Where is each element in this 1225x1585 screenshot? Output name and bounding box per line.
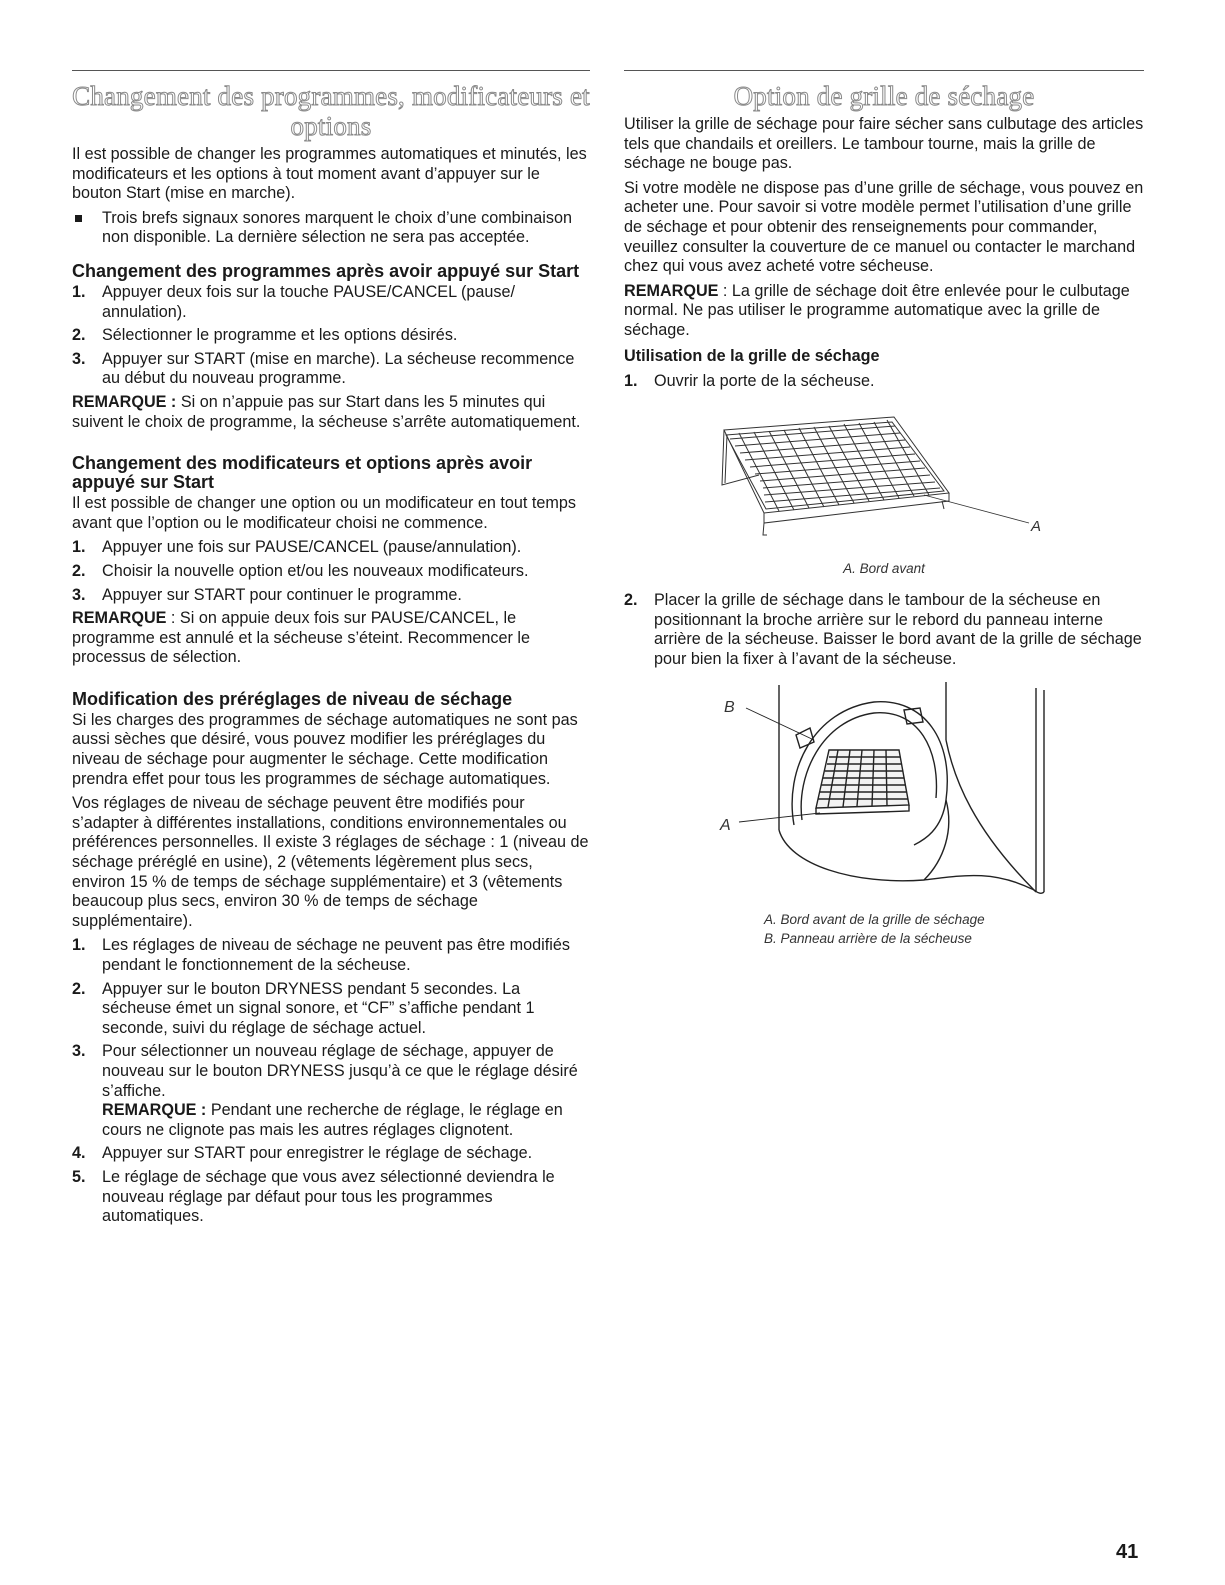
figure-caption: A. Bord avant [843, 561, 925, 577]
note-label: REMARQUE : [102, 1101, 207, 1120]
divider [624, 70, 1144, 71]
list-item: 3. Appuyer sur START (mise en marche). La sécheuse recommence au début du nouveau programme. [72, 349, 575, 388]
list-item: 1. Appuyer une fois sur PAUSE/CANCEL (pause/annulation). [72, 538, 522, 557]
subheading-change-modifiers: Changement des modificateurs et options après avoir appuyé sur Start [72, 453, 533, 493]
note-paragraph: REMARQUE : Si on appuie deux fois sur PAUSE/CANCEL, le programme est annulé et la sécheuse s’éteint. Recommencer le processus de sélection. [72, 609, 530, 667]
paragraph: Il est possible de changer une option ou un modificateur en tout temps avant que l’option ou le modificateur choisi ne commence. [72, 494, 576, 532]
steps-list-2 [72, 538, 590, 605]
section-title: Option de grille de séchage [733, 81, 1035, 111]
list-item: 2. Appuyer sur le bouton DRYNESS pendant 5 secondes. La sécheuse émet un signal sonore, et “CF” s’affiche pendant 1 seconde, suivi du réglage de séchage actuel. [72, 979, 535, 1037]
drying-rack-illustration [624, 395, 1144, 585]
section-title: Changement des programmes, modificateurs et options [72, 81, 590, 141]
note-text: Pendant une recherche de réglage, le réglage en cours ne clignote pas mais les autres réglages clignotent. [102, 1101, 563, 1139]
figure-rack-in-dryer [624, 680, 1144, 980]
list-item: 4. Appuyer sur START pour enregistrer le réglage de séchage. [72, 1144, 533, 1163]
label-b: B [724, 698, 735, 716]
figure-drying-rack [624, 395, 1144, 585]
steps-list-1 [72, 283, 590, 389]
subheading-rack-usage: Utilisation de la grille de séchage [624, 346, 880, 365]
figure-caption-b: B. Panneau arrière de la sécheuse [764, 930, 972, 946]
label-a: A [720, 816, 731, 834]
page-number: 41 [1116, 1541, 1139, 1563]
subheading-change-programs: Changement des programmes après avoir appuyé sur Start [72, 260, 580, 281]
rack-in-dryer-illustration [624, 680, 1144, 980]
rack-steps-1 [624, 372, 1144, 392]
figure-caption-a: A. Bord avant de la grille de séchage [764, 911, 985, 927]
right-column [624, 70, 1144, 980]
label-a: A [1031, 518, 1042, 536]
list-item: 1. Ouvrir la porte de la sécheuse. [624, 371, 875, 390]
steps-list-3 [72, 936, 590, 1226]
left-column [72, 70, 590, 1231]
note-paragraph: REMARQUE : Si on n’appuie pas sur Start dans les 5 minutes qui suivent le choix de programme, la sécheuse s’arrête automatiquement. [72, 392, 581, 431]
list-item: 3. Appuyer sur START pour continuer le programme. [72, 585, 462, 604]
intro-paragraph: Il est possible de changer les programmes automatiques et minutés, les modificateurs et les options à tout moment avant d’appuyer sur le bouton Start (mise en marche). [72, 145, 587, 203]
list-item: 1. Appuyer deux fois sur la touche PAUSE/CANCEL (pause/ annulation). [72, 282, 515, 321]
paragraph: Vos réglages de niveau de séchage peuvent être modifiés pour s’adapter à différentes installations, conditions environnementales ou préférences personnelles. Il existe 3 réglages de séchage : 1 (niveau de séchage préréglé en usine), 2 (vêtements légèrement plus secs, environ 15 % de temps de séchage supplémentaire) et 3 (vêtements beaucoup plus secs, environ 30 % de temps de séchage supplémentaire). [72, 794, 589, 930]
bullet-square-icon [75, 215, 82, 222]
list-item: 3. Pour sélectionner un nouveau réglage de séchage, appuyer de nouveau sur le bouton DRYNESS jusqu’à ce que le réglage désiré s’affiche. REMARQUE : Pendant une recherche de réglage, le réglage en cours ne clignote pas mais les autres réglages clignotent. [72, 1042, 578, 1139]
paragraph: Utiliser la grille de séchage pour faire sécher sans culbutage des articles tels que chandails et oreillers. Le tambour tourne, mais la grille de séchage ne bouge pas. [624, 115, 1144, 173]
list-item: 2. Placer la grille de séchage dans le tambour de la sécheuse en positionnant la broche arrière sur le rebord du panneau interne arrière de la sécheuse. Baisser le bord avant de la grille de séchage pour bien la fixer à l’avant de la sécheuse. [624, 591, 1142, 668]
list-item: 2. Sélectionner le programme et les options désirés. [72, 326, 458, 345]
list-item: 5. Le réglage de séchage que vous avez sélectionné deviendra le nouveau réglage par défaut pour tous les programmes automatiques. [72, 1167, 555, 1226]
list-item: 1. Les réglages de niveau de séchage ne peuvent pas être modifiés pendant le fonctionnement de la sécheuse. [72, 936, 570, 974]
paragraph: Si les charges des programmes de séchage automatiques ne sont pas aussi sèches que désiré, vous pouvez modifier les préréglages du niveau de séchage pour augmenter le séchage. Cette modification prendra effet pour tous les programmes de séchage automatiques. [72, 710, 578, 788]
note-paragraph: REMARQUE : La grille de séchage doit être enlevée pour le culbutage normal. Ne pas utiliser le programme automatique avec la grille de séchage. [624, 281, 1130, 339]
rack-steps-2 [624, 591, 1144, 669]
bullet-item [72, 209, 590, 248]
list-item: 2. Choisir la nouvelle option et/ou les nouveaux modificateurs. [72, 561, 529, 580]
paragraph: Si votre modèle ne dispose pas d’une grille de séchage, vous pouvez en acheter une. Pour savoir si votre modèle permet l’utilisation d’une grille de séchage et pour obtenir des renseignements pour commander, veuillez consulter la couverture de ce manuel ou contacter le marchand chez qui vous avez acheté votre sécheuse. [624, 178, 1144, 276]
divider [72, 70, 590, 71]
bullet-text: Trois brefs signaux sonores marquent le choix d’une combinaison non disponible. La dernière sélection ne sera pas acceptée. [102, 208, 572, 247]
subheading-dryness-presets: Modification des préréglages de niveau de séchage [72, 688, 513, 709]
